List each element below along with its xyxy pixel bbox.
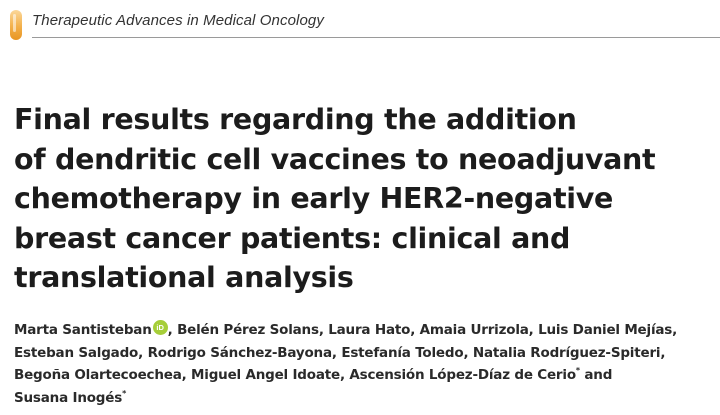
author-name: Amaia Urrizola (419, 322, 529, 338)
author-conjunction: and (579, 367, 613, 384)
author-separator: , (528, 322, 539, 338)
author-separator: , (339, 367, 350, 384)
author-line (14, 364, 718, 387)
author-name: Natalia Rodríguez-Spiteri (472, 344, 661, 361)
author-line (14, 319, 718, 342)
title-line: breast cancer patients: clinical and (14, 221, 571, 255)
journal-logo-icon (10, 10, 22, 40)
title-line: translational analysis (14, 261, 354, 294)
author-line (14, 387, 718, 410)
journal-name: Therapeutic Advances in Medical Oncology (32, 12, 324, 29)
author-name: Luis Daniel Mejías (538, 322, 673, 338)
author-separator: , (660, 344, 666, 361)
title-line: Final results regarding the addition (14, 103, 577, 136)
author-name: Begoña Olartecoechea (14, 367, 182, 384)
author-name: Susana Inogés (14, 389, 123, 406)
author-name: Esteban Salgado (14, 344, 139, 361)
header-divider (32, 37, 720, 38)
author-separator: , (181, 367, 192, 384)
author-separator: , (410, 322, 420, 338)
corresponding-mark: * (122, 388, 127, 398)
journal-header (0, 0, 720, 40)
author-name: Belén Pérez Solans (177, 322, 319, 338)
title-line: chemotherapy in early HER2-negative (14, 182, 614, 215)
title-line: of dendritic cell vaccines to neoadjuvant (14, 142, 656, 176)
orcid-icon[interactable]: iD (153, 320, 168, 335)
author-list (14, 319, 718, 409)
corresponding-mark: * (575, 366, 580, 376)
article-title (14, 100, 714, 298)
author-name: Estefanía Toledo (341, 344, 464, 361)
author-name: Ascensión López-Díaz de Cerio (349, 367, 576, 384)
author-separator: , (463, 344, 473, 361)
author-name: Miguel Angel Idoate (191, 367, 340, 384)
author-separator: , (672, 322, 678, 338)
author-separator: , (331, 344, 342, 361)
author-separator: , (167, 322, 178, 338)
author-separator: , (138, 344, 148, 361)
author-name: Laura Hato (328, 322, 411, 338)
author-separator: , (318, 322, 329, 338)
author-name: Marta Santisteban (14, 322, 152, 338)
author-name: Rodrigo Sánchez-Bayona (147, 344, 332, 361)
author-line (14, 342, 718, 365)
